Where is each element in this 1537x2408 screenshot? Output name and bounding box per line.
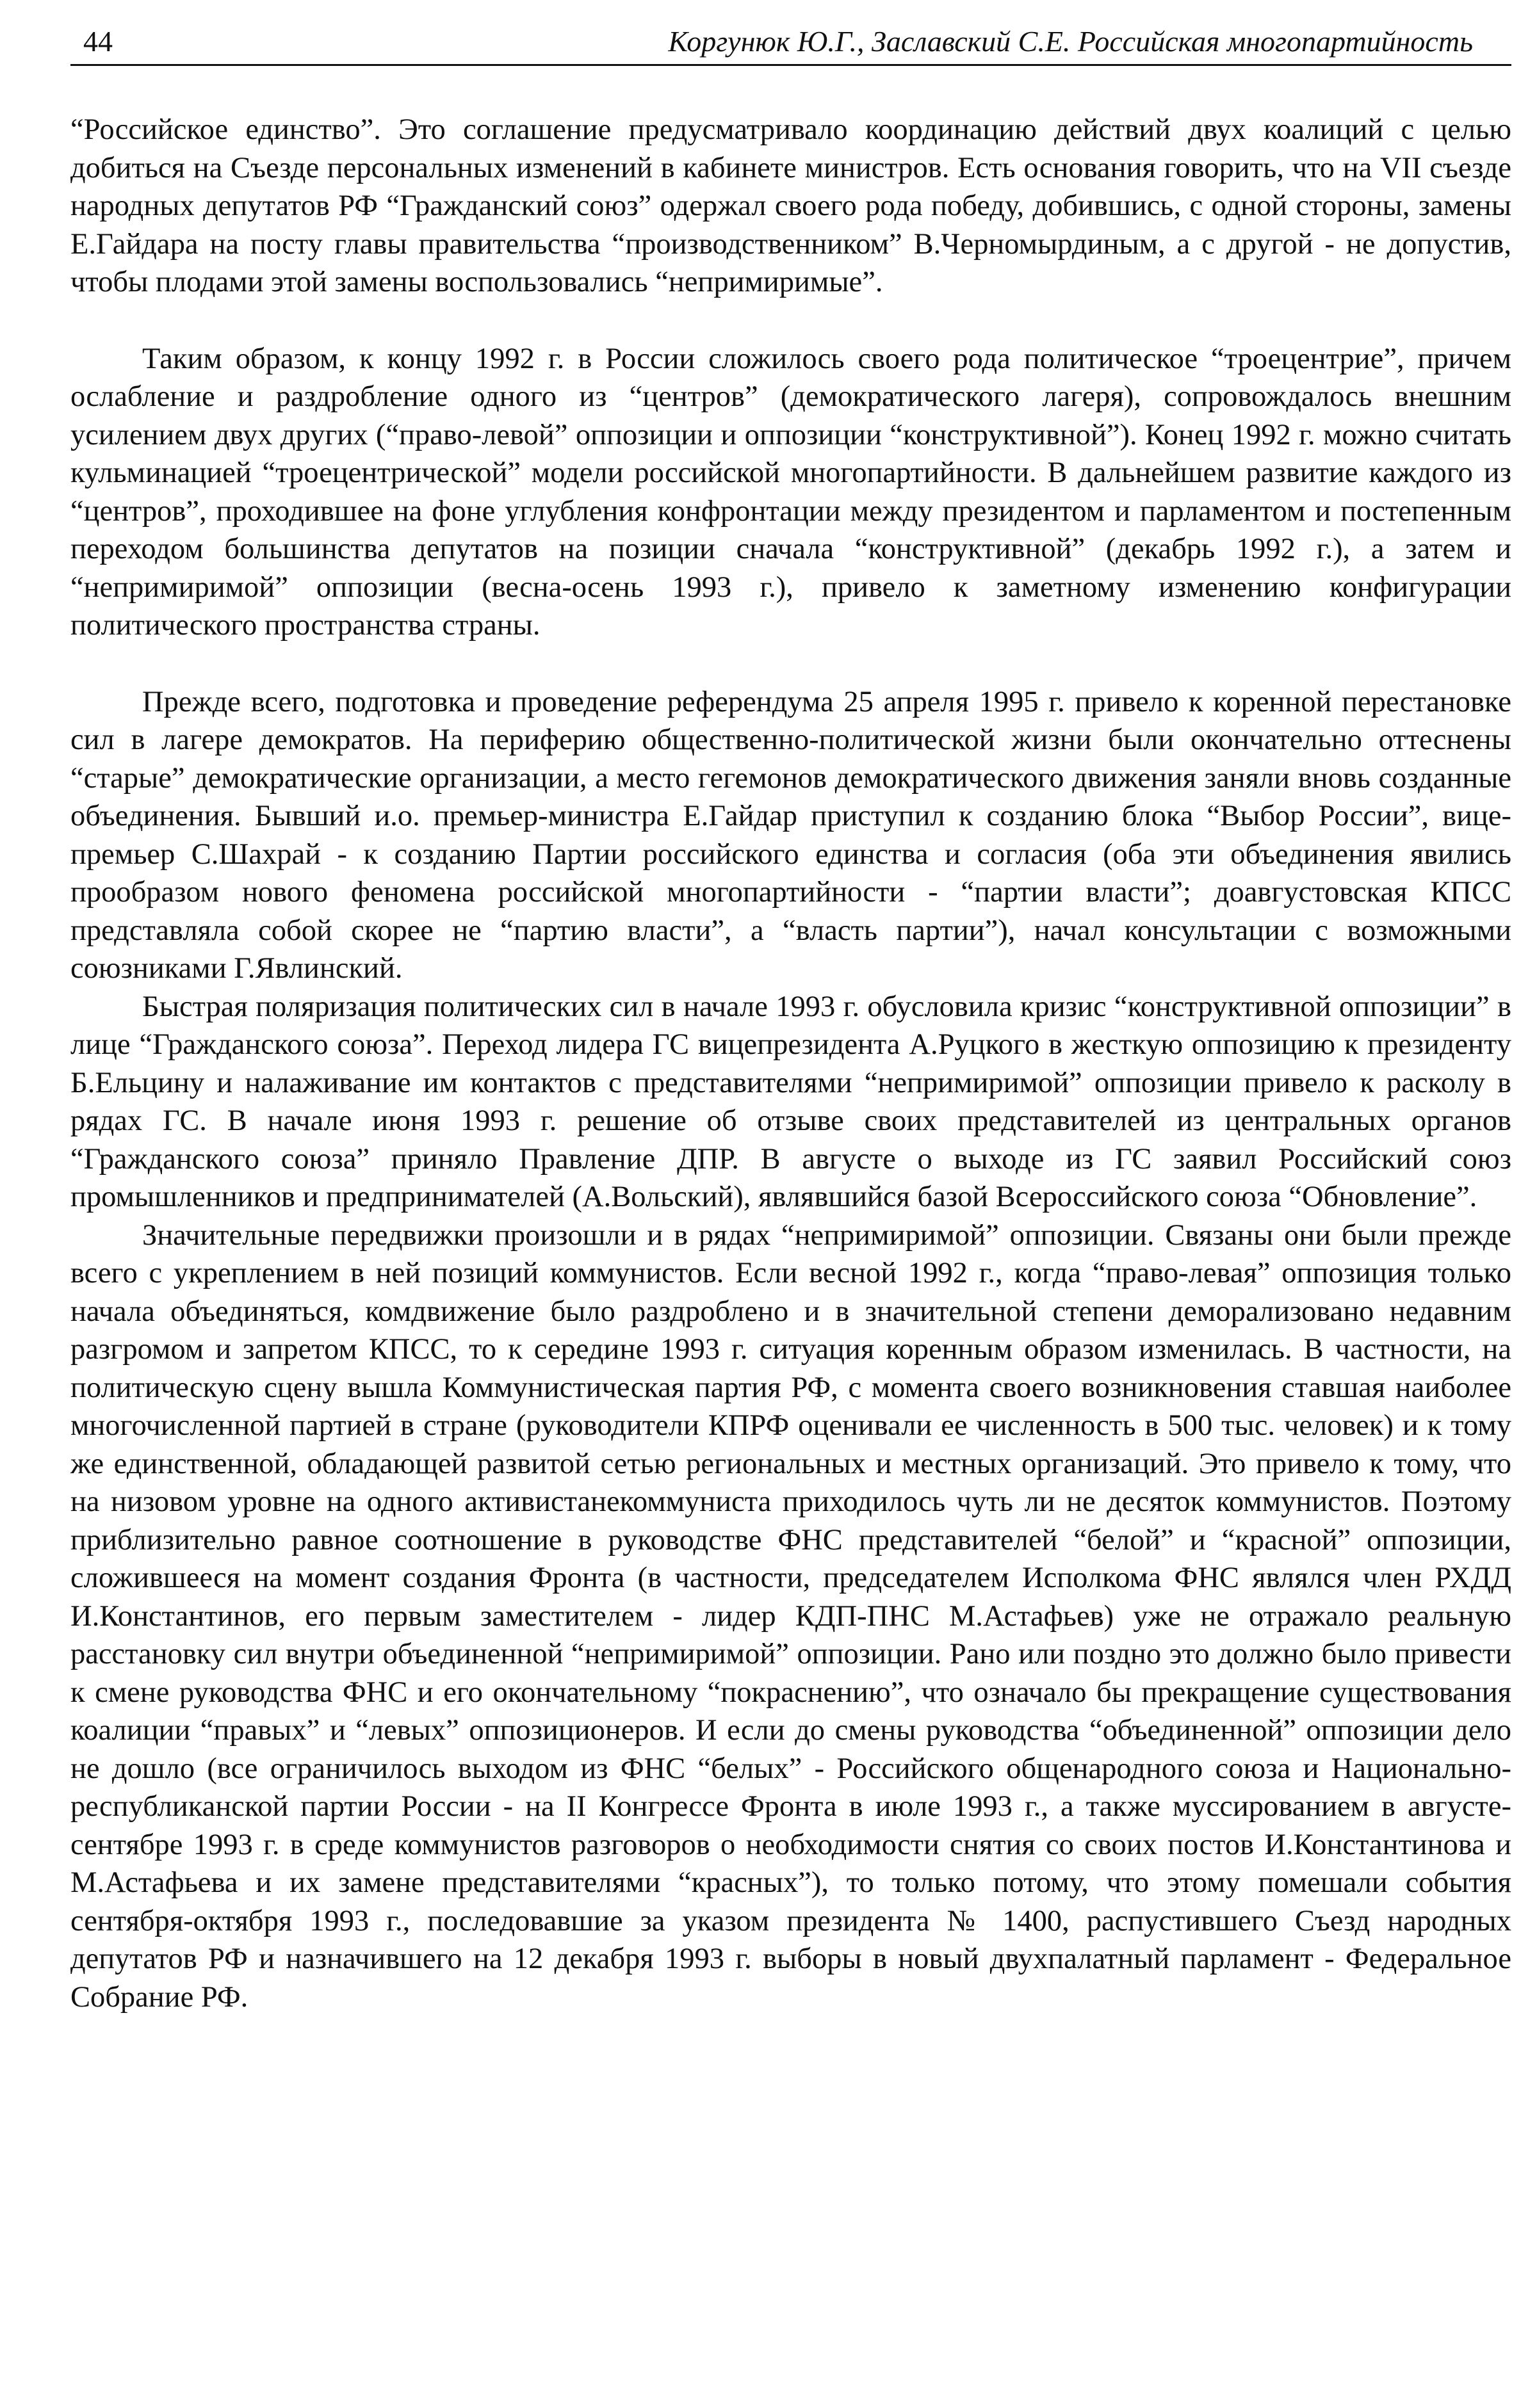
- body-text: [70, 111, 1511, 2016]
- document-page: [70, 19, 1511, 2016]
- paragraph-2: Таким образом, к концу 1992 г. в России сложилось своего рода политическое “троецентрие”, причем ослабление и раздробление одного из “центров” (демократического лагеря), сопровождалось внешним усилением двух других (“право-левой” оппозиции и оппозиции “конструктивной”). Конец 1992 г. можно считать кульминацией “троецентрической” модели российской многопартийности. В дальнейшем развитие каждого из “центров”, проходившее на фоне углубления конфронтации между президентом и парламентом и постепенным переходом большинства депутатов на позиции сначала “конструктивной” (декабрь 1992 г.), а затем и “непримиримой” оппозиции (весна-осень 1993 г.), привело к заметному изменению конфигурации политического пространства страны.: [70, 342, 1511, 642]
- page-number: 44: [83, 25, 113, 58]
- paragraph-4: Быстрая поляризация политических сил в начале 1993 г. обусловила кризис “конструктивной оппозиции” в лице “Гражданского союза”. Переход лидера ГС вицепрезидента А.Руцкого в жесткую оппозицию к президенту Б.Ельцину и налаживание им контактов с представителями “непримиримой” оппозиции привело к расколу в рядах ГС. В начале июня 1993 г. решение об отзыве своих представителей из центральных органов “Гражданского союза” приняло Правление ДПР. В августе о выходе из ГС заявил Российский союз промышленников и предпринимателей (А.Вольский), являвшийся базой Всероссийского союза “Обновление”.: [70, 990, 1511, 1213]
- paragraph-3: Прежде всего, подготовка и проведение референдума 25 апреля 1995 г. привело к коренной перестановке сил в лагере демократов. На периферию общественно-политической жизни были окончательно оттеснены “старые” демократические организации, а место гегемонов демократического движения заняли вновь созданные объединения. Бывший и.о. премьер-министра Е.Гайдар приступил к созданию блока “Выбор России”, вице-премьер С.Шахрай - к созданию Партии российского единства и согласия (оба эти объединения явились прообразом нового феномена российской многопартийности - “партии власти”; доавгустовская КПСС представляла собой скорее не “партию власти”, а “власть партии”), начал консультации с возможными союзниками Г.Явлинский.: [70, 685, 1511, 985]
- page-header: [70, 19, 1511, 66]
- running-title: Коргунюк Ю.Г., Заславский С.Е. Российская многопартийность: [668, 25, 1473, 58]
- paragraph-5: Значительные передвижки произошли и в рядах “непримиримой” оппозиции. Связаны они были прежде всего с укреплением в ней позиций коммунистов. Если весной 1992 г., когда “право-левая” оппозиция только начала объединяться, комдвижение было раздроблено и в значительной степени деморализовано недавним разгромом и запретом КПСС, то к середине 1993 г. ситуация коренным образом изменилась. В частности, на политическую сцену вышла Коммунистическая партия РФ, с момента своего возникновения ставшая наиболее многочисленной партией в стране (руководители КПРФ оценивали ее численность в 500 тыс. человек) и к тому же единственной, обладающей развитой сетью региональных и местных организаций. Это привело к тому, что на низовом уровне на одного активистанекоммуниста приходилось чуть ли не десяток коммунистов. Поэтому приблизительно равное соотношение в руководстве ФНС представителей “белой” и “красной” оппозиции, сложившееся на момент создания Фронта (в частности, председателем Исполкома ФНС являлся член РХДД И.Константинов, его первым заместителем - лидер КДП-ПНС М.Астафьев) уже не отражало реальную расстановку сил внутри объединенной “непримиримой” оппозиции. Рано или поздно это должно было привести к смене руководства ФНС и его окончательному “покраснению”, что означало бы прекращение существования коалиции “правых” и “левых” оппозиционеров. И если до смены руководства “объединенной” оппозиции дело не дошло (все ограничилось выходом из ФНС “белых” - Российского общенародного союза и Национально-республиканской партии России - на II Конгрессе Фронта в июле 1993 г., а также муссированием в августе-сентябре 1993 г. в среде коммунистов разговоров о необходимости снятия со своих постов И.Константинова и М.Астафьева и их замене представителями “красных”), то только потому, что этому помешали события сентября-октября 1993 г., последовавшие за указом президента № 1400, распустившего Съезд народных депутатов РФ и назначившего на 12 декабря 1993 г. выборы в новый двухпалатный парламент - Федеральное Собрание РФ.: [70, 1218, 1511, 2014]
- paragraph-1: “Российское единство”. Это соглашение предусматривало координацию действий двух коалиций с целью добиться на Съезде персональных изменений в кабинете министров. Есть основания говорить, что на VII съезде народных депутатов РФ “Гражданский союз” одержал своего рода победу, добившись, с одной стороны, замены Е.Гайдара на посту главы правительства “производственником” В.Черномырдиным, а с другой - не допустив, чтобы плодами этой замены воспользовались “непримиримые”.: [70, 113, 1511, 298]
